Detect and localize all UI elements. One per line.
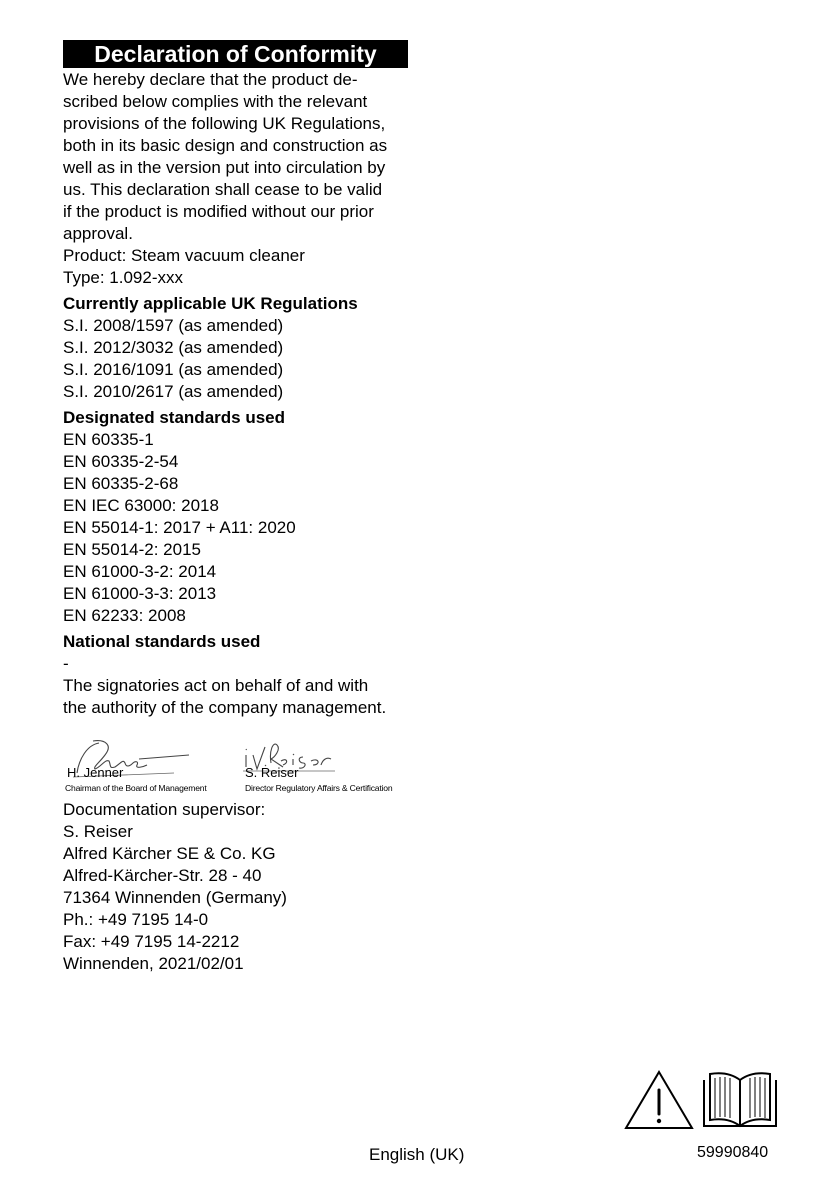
contact-line: Alfred Kärcher SE & Co. KG — [63, 844, 276, 863]
signatory-name: H. Jenner — [67, 765, 124, 780]
contact-line: Alfred-Kärcher-Str. 28 - 40 — [63, 866, 262, 885]
contact-line: Winnenden, 2021/02/01 — [63, 954, 244, 973]
warning-triangle-icon — [624, 1070, 694, 1130]
list-item: S.I. 2010/2617 (as amended) — [63, 382, 284, 401]
list-item: EN 60335-2-68 — [63, 474, 179, 493]
contact-line: S. Reiser — [63, 822, 133, 841]
list-item: EN 61000-3-3: 2013 — [63, 584, 217, 603]
intro-line: approval. — [63, 224, 133, 243]
list-item: S.I. 2012/3032 (as amended) — [63, 338, 284, 357]
signature-area — [63, 725, 408, 833]
signatory-name: S. Reiser — [245, 765, 299, 780]
product-line: Product: Steam vacuum cleaner — [63, 246, 305, 265]
designated-standards-list — [63, 429, 408, 627]
list-item: EN 60335-2-54 — [63, 452, 179, 471]
signatories-line: The signatories act on behalf of and with — [63, 676, 369, 695]
footer-language: English (UK) — [369, 1145, 465, 1164]
footer-doc-number: 59990840 — [697, 1144, 769, 1161]
regulations-heading: Currently applicable UK Regulations — [63, 294, 358, 313]
declaration-column — [63, 40, 408, 975]
signatory-role: Director Regulatory Affairs & Certification — [245, 783, 393, 793]
intro-line: us. This declaration shall cease to be valid — [63, 180, 383, 199]
manual-book-icon — [702, 1070, 778, 1130]
intro-line: if the product is modified without our prior — [63, 202, 374, 221]
signatory-reiser — [245, 765, 392, 794]
signatory-role: Chairman of the Board of Management — [65, 783, 207, 793]
list-item: EN 62233: 2008 — [63, 606, 186, 625]
national-standards-heading: National standards used — [63, 632, 261, 651]
type-line: Type: 1.092-xxx — [63, 268, 184, 287]
intro-line: both in its basic design and construction as — [63, 136, 388, 155]
intro-paragraph — [63, 69, 408, 245]
contact-line: Fax: +49 7195 14-2212 — [63, 932, 240, 951]
contact-line: Ph.: +49 7195 14-0 — [63, 910, 209, 929]
contact-line: Documentation supervisor: — [63, 800, 266, 819]
list-item: EN 60335-1 — [63, 430, 154, 449]
intro-line: provisions of the following UK Regulations, — [63, 114, 386, 133]
intro-line: well as in the version put into circulation by — [63, 158, 386, 177]
list-item: EN 61000-3-2: 2014 — [63, 562, 217, 581]
signatories-line: the authority of the company management. — [63, 698, 387, 717]
national-standards-value: - — [63, 654, 69, 673]
list-item: S.I. 2008/1597 (as amended) — [63, 316, 284, 335]
designated-standards-heading: Designated standards used — [63, 408, 286, 427]
page-title: Declaration of Conformity — [63, 40, 408, 68]
intro-line: scribed below complies with the relevant — [63, 92, 368, 111]
list-item: EN IEC 63000: 2018 — [63, 496, 219, 515]
signatory-jenner — [67, 765, 207, 794]
regulations-list — [63, 315, 408, 403]
list-item: EN 55014-2: 2015 — [63, 540, 201, 559]
intro-line: We hereby declare that the product de- — [63, 70, 358, 89]
list-item: S.I. 2016/1091 (as amended) — [63, 360, 284, 379]
list-item: EN 55014-1: 2017 + A11: 2020 — [63, 518, 296, 537]
contact-line: 71364 Winnenden (Germany) — [63, 888, 287, 907]
